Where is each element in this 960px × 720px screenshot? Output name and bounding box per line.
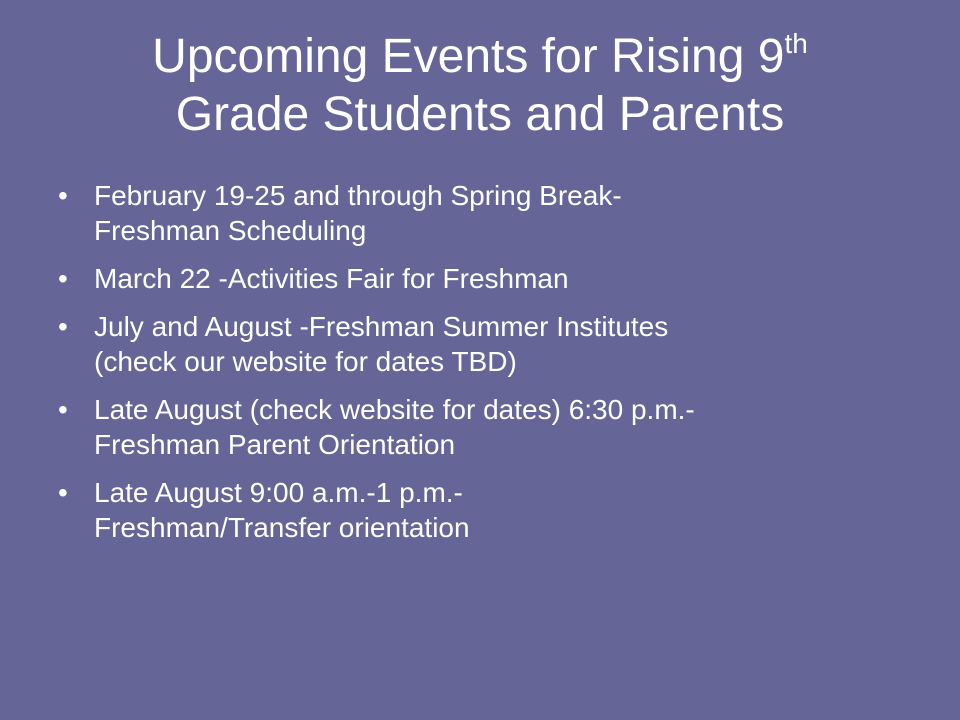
bullet-item-transfer-orientation (58, 475, 918, 545)
bullet-icon: • (58, 180, 68, 211)
bullet-text-line: Freshman Scheduling (94, 215, 367, 246)
title-line-1-text: Upcoming Events for Rising 9 (152, 30, 785, 83)
bullet-item-summer-institutes (58, 309, 918, 379)
bullet-text-line: Freshman/Transfer orientation (94, 512, 470, 543)
bullet-text-line: July and August -Freshman Summer Institutes (94, 311, 669, 342)
bullet-list (58, 178, 918, 558)
title-superscript: th (784, 28, 808, 59)
title-line-2: Grade Students and Parents (175, 88, 785, 141)
bullet-icon: • (58, 394, 68, 425)
title-line-1 (40, 28, 920, 86)
slide-title (40, 28, 920, 144)
bullet-item-activities-fair (58, 261, 918, 296)
bullet-text-line: (check our website for dates TBD) (94, 346, 517, 377)
bullet-item-scheduling (58, 178, 918, 248)
bullet-text-line: March 22 -Activities Fair for Freshman (94, 263, 569, 294)
bullet-icon: • (58, 263, 68, 294)
bullet-icon: • (58, 477, 68, 508)
bullet-text-line: Late August 9:00 a.m.-1 p.m.- (94, 477, 463, 508)
bullet-text-line: Late August (check website for dates) 6:30 p.m.- (94, 394, 695, 425)
bullet-item-parent-orientation (58, 392, 918, 462)
bullet-icon: • (58, 311, 68, 342)
bullet-text-line: February 19-25 and through Spring Break- (94, 180, 622, 211)
bullet-text-line: Freshman Parent Orientation (94, 429, 456, 460)
